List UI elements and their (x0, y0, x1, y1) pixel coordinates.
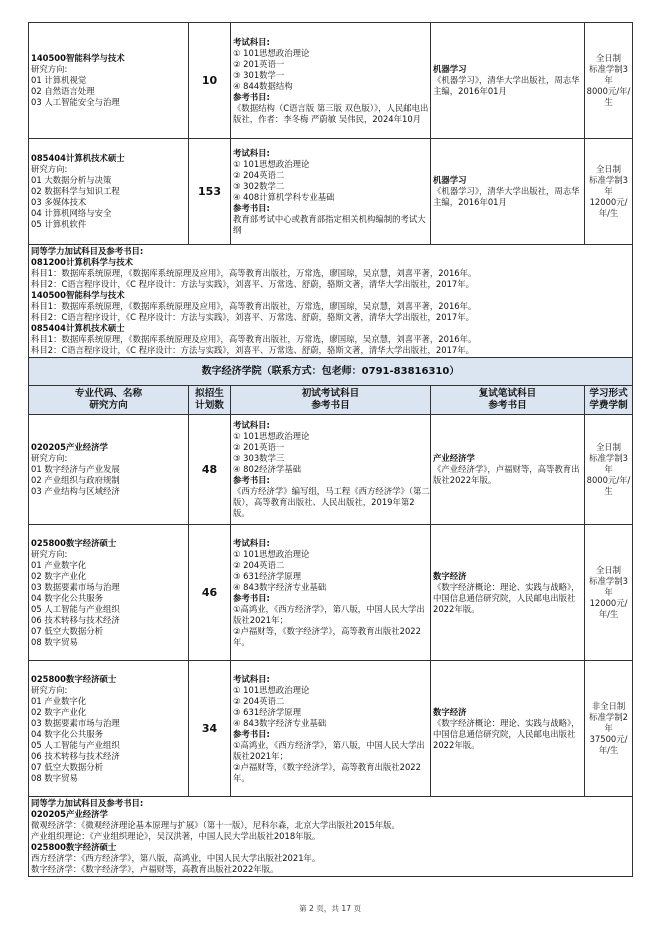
direction-item: 02 数字产业化 (31, 570, 87, 581)
program-code: 025800数字经济硕士 (31, 537, 117, 548)
direction-item: 05 人工智能与产业组织 (31, 603, 120, 614)
subject-item: ① 101思想政治理论 (233, 47, 310, 58)
direction-item: 04 数字化公共服务 (31, 592, 103, 603)
subject-item: ① 101思想政治理论 (233, 431, 310, 441)
books-label: 参考书目: (233, 202, 270, 213)
direction-item: 06 技术转移与技术经济 (31, 614, 120, 625)
study-duration: 标准学制3年 (589, 453, 628, 474)
direction-item: 03 数据要素市场与治理 (31, 717, 120, 728)
col-header-quota: 拟招生 计划数 (189, 386, 231, 415)
enrollment-quota: 46 (189, 525, 231, 661)
col-header-exam: 初试考试科目 参考书目 (231, 386, 431, 415)
retest-subject: 产业经济学 (433, 453, 475, 463)
direction-item: 04 数字化公共服务 (31, 728, 103, 739)
subject-item: ② 204英语二 (233, 695, 285, 706)
program-code-cell (29, 23, 189, 139)
direction-item: 02 数据科学与知识工程 (31, 186, 120, 196)
study-form-cell (585, 139, 633, 245)
direction-item: 01 大数据分析与决策 (31, 175, 112, 185)
program-code: 025800数字经济硕士 (31, 673, 117, 684)
program-table (28, 22, 633, 877)
direction-item: 05 计算机软件 (31, 219, 87, 229)
study-form: 全日制 (595, 53, 622, 63)
subject-item: ① 101思想政治理论 (233, 548, 310, 559)
study-form: 全日制 (595, 442, 622, 452)
program-code-cell (29, 415, 189, 525)
study-duration: 标准学制3年 (589, 175, 628, 196)
study-duration: 标准学制3年 (589, 64, 628, 85)
extra-exam-title: 同等学力加试科目及参考书目: (31, 246, 144, 256)
reference-book: ①高鸿业，《西方经济学》，第八版，中国人民大学出版社2021年； (233, 739, 425, 761)
direction-item: 01 计算机视觉 (31, 75, 87, 85)
program-code-cell (29, 139, 189, 245)
extra-program-name: 025800数字经济硕士 (31, 842, 117, 852)
extra-exam-row (29, 797, 633, 877)
extra-program-name: 140500智能科学与技术 (31, 290, 125, 300)
col-header-retest: 复试笔试科目 参考书目 (431, 386, 585, 415)
section-heading-row (29, 358, 633, 386)
document-page (28, 22, 632, 877)
retest-cell (431, 525, 585, 661)
subjects-label: 考试科目: (233, 537, 270, 548)
tuition-fee: 37500元/年/生 (589, 734, 628, 755)
column-header-row (29, 386, 633, 415)
extra-exam-cell (29, 797, 633, 877)
subject-item: ④ 843数字经济专业基础 (233, 717, 327, 728)
extra-subject-line: 科目1：数据库系统原理，《数据库系统原理及应用》，高等教育出版社，万常选，廖国琼，吴京慧，刘喜平著，2016年。 (31, 301, 477, 311)
retest-book: 《机器学习》，清华大学出版社，周志华主编，2016年01月 (433, 75, 580, 96)
program-code-cell (29, 525, 189, 661)
extra-program-name: 020205产业经济学 (31, 809, 108, 819)
direction-item: 07 低空大数据分析 (31, 625, 103, 636)
direction-item: 08 数字贸易 (31, 636, 78, 647)
subject-item: ④ 408计算机学科专业基础 (233, 191, 335, 202)
direction-item: 02 产业组织与政府规制 (31, 475, 120, 485)
direction-item: 08 数字贸易 (31, 772, 78, 783)
extra-program-name: 085404计算机技术硕士 (31, 323, 125, 333)
col-header-program: 专业代码、名称 研究方向 (29, 386, 189, 415)
direction-item: 01 产业数字化 (31, 695, 87, 706)
study-form: 全日制 (595, 565, 622, 575)
direction-label: 研究方向: (31, 453, 68, 463)
subject-item: ③ 631经济学原理 (233, 706, 302, 717)
direction-item: 02 数字产业化 (31, 706, 87, 717)
section-title: 数字经济学院（联系方式：包老师：0791-83816310） (29, 358, 633, 386)
direction-item: 03 多媒体技术 (31, 197, 87, 207)
subject-item: ① 101思想政治理论 (233, 684, 310, 695)
subject-item: ③ 301数学一 (233, 69, 285, 80)
subject-item: ③ 631经济学原理 (233, 570, 302, 581)
retest-cell (431, 415, 585, 525)
subject-item: ④ 844数据结构 (233, 80, 293, 91)
reference-book: ②卢福财等，《数字经济学》，高等教育出版社2022年。 (233, 761, 421, 783)
extra-subject-line: 西方经济学：《西方经济学》，第八版，高鸿业，中国人民大学出版社2021年。 (31, 853, 321, 863)
study-form: 全日制 (595, 164, 622, 174)
study-form: 非全日制 (591, 701, 626, 711)
program-code: 020205产业经济学 (31, 442, 108, 452)
direction-item: 03 人工智能安全与治理 (31, 97, 120, 107)
extra-exam-cell (29, 245, 633, 358)
exam-subjects-cell (231, 661, 431, 797)
study-duration: 标准学制3年 (589, 576, 628, 597)
books-label: 参考书目: (233, 91, 270, 102)
study-form-cell (585, 661, 633, 797)
tuition-fee: 12000元/年/生 (589, 197, 628, 218)
extra-subject-line: 数字经济学：《数字经济学》，卢福财等，高教育出版社2022年版。 (31, 864, 279, 874)
subject-item: ③ 303数学三 (233, 453, 285, 463)
program-code-cell (29, 661, 189, 797)
direction-item: 02 自然语言处理 (31, 86, 95, 96)
tuition-fee: 12000元/年/生 (589, 598, 628, 619)
subjects-label: 考试科目: (233, 673, 270, 684)
program-row (29, 23, 633, 139)
extra-subject-line: 微观经济学：《微观经济理论基本原理与扩展》（第十一版），尼科尔森，北京大学出版社2015年版。 (31, 820, 400, 830)
extra-subject-line: 科目2：C语言程序设计，《C 程序设计：方法与实践》，刘喜平、万常选、舒蔚，骆斯文著，清华大学出版社，2017年。 (31, 279, 474, 289)
extra-program-name: 081200计算机科学与技术 (31, 257, 133, 267)
extra-exam-row (29, 245, 633, 358)
subjects-label: 考试科目: (233, 420, 270, 430)
program-code: 140500智能科学与技术 (31, 53, 125, 63)
study-form-cell (585, 415, 633, 525)
subject-item: ② 201英语一 (233, 442, 285, 452)
direction-item: 03 数据要素市场与治理 (31, 581, 120, 592)
direction-label: 研究方向: (31, 548, 68, 559)
enrollment-quota: 153 (189, 139, 231, 245)
direction-item: 03 产业结构与区域经济 (31, 486, 120, 496)
program-row (29, 525, 633, 661)
extra-subject-line: 科目1：数据库系统原理，《数据库系统原理及应用》，高等教育出版社，万常选，廖国琼，吴京慧，刘喜平著，2016年。 (31, 268, 477, 278)
retest-subject: 数字经济 (433, 570, 467, 581)
retest-cell (431, 661, 585, 797)
study-form-cell (585, 525, 633, 661)
program-code: 085404计算机技术硕士 (31, 153, 125, 163)
retest-book: 《数字经济概论：理论、实践与战略》，中国信息通信研究院，人民邮电出版社2022年版。 (433, 581, 580, 614)
exam-subjects-cell (231, 415, 431, 525)
direction-item: 06 技术转移与技术经济 (31, 750, 120, 761)
program-row (29, 415, 633, 525)
program-row (29, 661, 633, 797)
enrollment-quota: 10 (189, 23, 231, 139)
subject-item: ① 101思想政治理论 (233, 158, 310, 169)
reference-book: 《数据结构（C语言版 第三版 双色版）》，人民邮电出版社，作者：李冬梅 严蔚敏 吴伟民，2024年10月 (233, 102, 429, 124)
retest-subject: 数字经济 (433, 706, 467, 717)
retest-book: 《产业经济学》，卢福财等，高等教育出版社2022年版。 (433, 464, 580, 485)
tuition-fee: 8000元/年/生 (586, 475, 631, 496)
direction-item: 05 人工智能与产业组织 (31, 739, 120, 750)
page-number: 第 2 页，共 17 页 (298, 904, 362, 913)
direction-label: 研究方向: (31, 684, 68, 695)
tuition-fee: 8000元/年/生 (586, 86, 631, 107)
direction-label: 研究方向: (31, 64, 68, 74)
subjects-label: 考试科目: (233, 147, 270, 158)
exam-subjects-cell (231, 139, 431, 245)
retest-book: 《数字经济概论：理论、实践与战略》，中国信息通信研究院，人民邮电出版社2022年版。 (433, 717, 580, 750)
subject-item: ③ 302数学二 (233, 180, 285, 191)
study-form-cell (585, 23, 633, 139)
retest-subject: 机器学习 (433, 64, 467, 74)
study-duration: 标准学制2年 (589, 712, 628, 733)
extra-subject-line: 科目2：C语言程序设计，《C 程序设计：方法与实践》，刘喜平、万常选、舒蔚，骆斯文著，清华大学出版社，2017年。 (31, 312, 474, 322)
reference-book: 教育部考试中心或教育部指定相关机构编制的考试大纲 (233, 213, 426, 235)
subject-item: ② 204英语二 (233, 559, 285, 570)
extra-subject-line: 科目2：C语言程序设计，《C 程序设计：方法与实践》，刘喜平、万常选、舒蔚，骆斯文著，清华大学出版社，2017年。 (31, 345, 474, 355)
reference-book: ②卢福财等，《数字经济学》，高等教育出版社2022年。 (233, 625, 421, 647)
program-row (29, 139, 633, 245)
subject-item: ② 204英语二 (233, 169, 285, 180)
subject-item: ② 201英语一 (233, 58, 285, 69)
extra-exam-title: 同等学力加试科目及参考书目: (31, 798, 144, 808)
exam-subjects-cell (231, 525, 431, 661)
col-header-form: 学习形式 学费学制 (585, 386, 633, 415)
subject-item: ④ 843数字经济专业基础 (233, 581, 327, 592)
enrollment-quota: 34 (189, 661, 231, 797)
direction-label: 研究方向: (31, 164, 68, 174)
retest-cell (431, 23, 585, 139)
direction-item: 07 低空大数据分析 (31, 761, 103, 772)
reference-book: 《西方经济学》编写组，马工程《西方经济学》（第二版），高等教育出版社、人民出版社，2019年第2版。 (233, 486, 430, 518)
retest-cell (431, 139, 585, 245)
direction-item: 01 产业数字化 (31, 559, 87, 570)
retest-subject: 机器学习 (433, 175, 467, 185)
direction-item: 04 计算机网络与安全 (31, 208, 112, 218)
subject-item: ④ 802经济学基础 (233, 464, 302, 474)
enrollment-quota: 48 (189, 415, 231, 525)
extra-subject-line: 产业组织理论：《产业组织理论》，吴汉洪著，中国人民大学出版社2018年版。 (31, 831, 321, 841)
subjects-label: 考试科目: (233, 36, 270, 47)
extra-subject-line: 科目1：数据库系统原理，《数据库系统原理及应用》，高等教育出版社，万常选，廖国琼，吴京慧，刘喜平著，2016年。 (31, 334, 477, 344)
books-label: 参考书目: (233, 475, 270, 485)
exam-subjects-cell (231, 23, 431, 139)
books-label: 参考书目: (233, 592, 270, 603)
retest-book: 《机器学习》，清华大学出版社，周志华主编，2016年01月 (433, 186, 580, 207)
books-label: 参考书目: (233, 728, 270, 739)
direction-item: 01 数字经济与产业发展 (31, 464, 120, 474)
reference-book: ①高鸿业，《西方经济学》，第八版，中国人民大学出版社2021年； (233, 603, 425, 625)
